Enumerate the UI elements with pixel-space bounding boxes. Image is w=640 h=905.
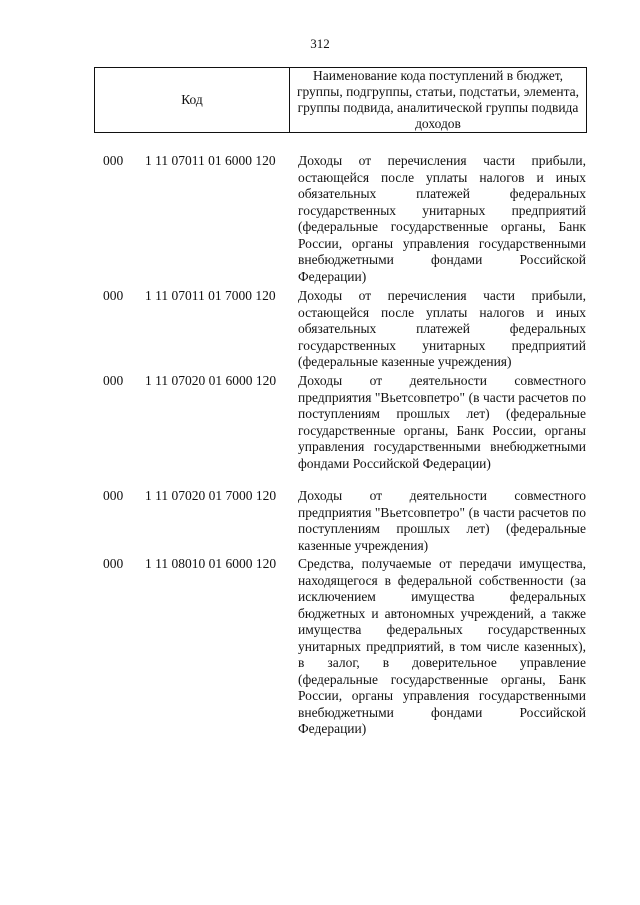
header-name-cell: Наименование кода поступлений в бюджет, группы, подгруппы, статьи, подстатьи, элемента, группы подвида, аналитической группы подвида доходов [296,68,580,131]
row-description: Доходы от перечисления части прибыли, остающейся после уплаты налогов и иных обязательных платежей федеральных государственных унитарных предприятий (федеральные казенные учреждения) [298,288,586,369]
row-admin-code: 000 [103,373,124,388]
row-description: Доходы от перечисления части прибыли, остающейся после уплаты налогов и иных обязательных платежей федеральных государственных унитарных предприятий (федеральные государственные органы, Банк России, органы управления государственными внебюджетными фондами Российской Федерации) [298,153,586,284]
row-income-code: 1 11 07011 01 7000 120 [145,288,276,303]
row-admin-code: 000 [103,288,124,303]
row-income-code: 1 11 07011 01 6000 120 [145,153,276,168]
table-header [94,67,587,133]
row-income-code: 1 11 08010 01 6000 120 [145,556,277,571]
row-description: Доходы от деятельности совместного предприятия "Вьетсовпетро" (в части расчетов по поступлениям прошлых лет) (федеральные государственные органы, Банк России, органы управления государственными внебюджетными фондами Российской Федерации) [298,373,586,471]
row-admin-code: 000 [103,556,124,571]
page-number: 312 [310,36,330,51]
row-admin-code: 000 [103,488,124,503]
row-income-code: 1 11 07020 01 7000 120 [145,488,277,503]
row-income-code: 1 11 07020 01 6000 120 [145,373,277,388]
header-code-cell: Код [95,68,290,132]
row-description: Средства, получаемые от передачи имущества, находящегося в федеральной собственности (за исключением имущества федеральных бюджетных и автономных учреждений, а также имущества федеральных государственных унитарных предприятий, в том числе казенных), в залог, в доверительное управление (федеральные государственные органы, Банк России, органы управления государственными внебюджетными фондами Российской Федерации) [298,556,586,736]
row-description: Доходы от деятельности совместного предприятия "Вьетсовпетро" (в части расчетов по поступлениям прошлых лет) (федеральные казенные учреждения) [298,488,586,553]
row-admin-code: 000 [103,153,124,168]
